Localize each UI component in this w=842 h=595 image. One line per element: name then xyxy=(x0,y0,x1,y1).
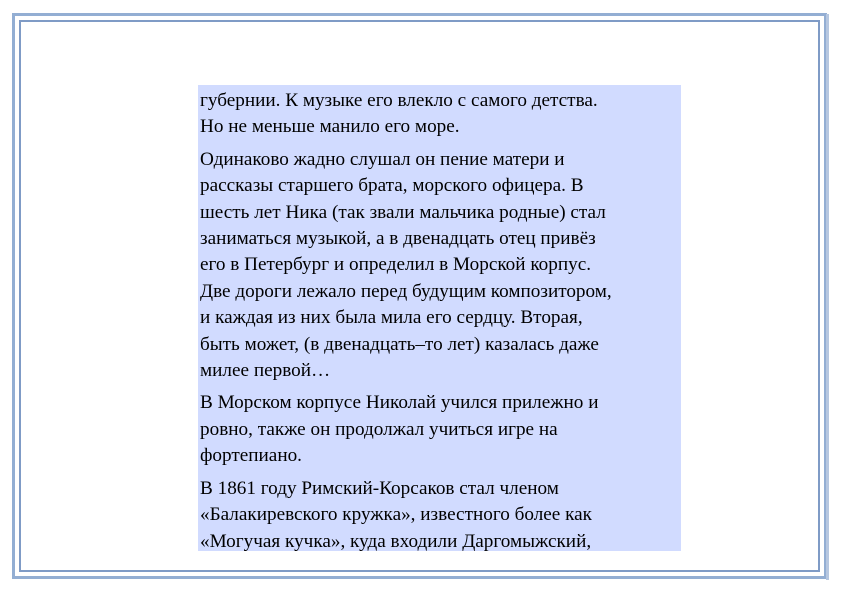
paragraph-balakirev-circle: В 1861 году Римский-Корсаков стал членом «Балакиревского кружка», известного более как «Могучая кучка», куда входили Даргомыжский, xyxy=(200,477,592,551)
slide-frame-shadow xyxy=(826,14,829,580)
paragraph-naval-corps: В Морском корпусе Николай учился прилежно и ровно, также он продолжал учиться игре на фортепиано. xyxy=(200,392,599,467)
paragraph-childhood: губернии. К музыке его влекло с самого детства. Но не меньше манило его море. xyxy=(200,90,598,138)
text-box[interactable] xyxy=(198,85,681,551)
paragraph-music-and-sea: Одинаково жадно слушал он пение матери и рассказы старшего брата, морского офицера. В шесть лет Ника (так звали мальчика родные) стал заниматься музыкой, а в двенадцать отец привёз его в Петербург и определил в Морской корпус. Две дороги лежало перед будущим композитором, и каждая из них была мила его сердцу. Вторая, быть может, (в двенадцать–то лет) казалась даже милее первой… xyxy=(200,148,612,382)
